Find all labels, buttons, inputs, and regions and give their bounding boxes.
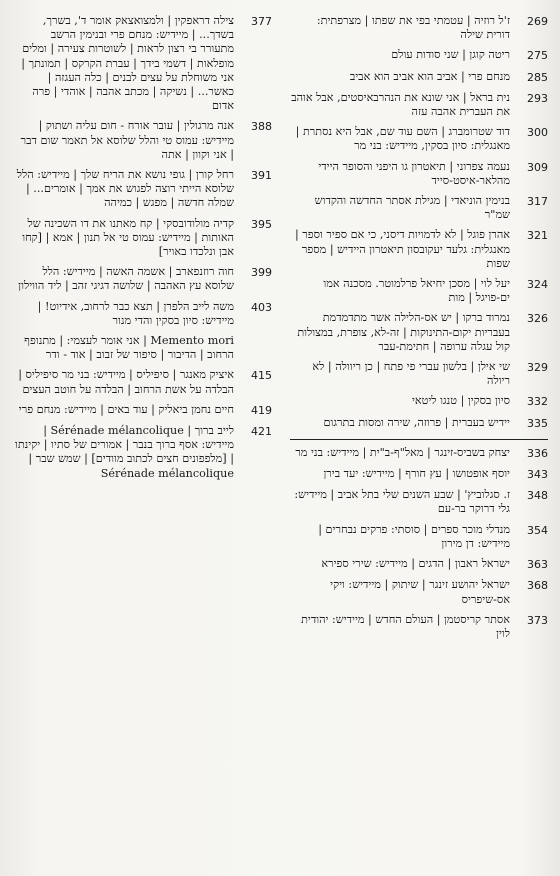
- toc-entry: [14, 300, 272, 328]
- entry-text: מנחם פרי | אביב הוא אביב הוא אביב: [349, 69, 510, 83]
- page-number: 415: [251, 369, 272, 383]
- toc-entry: [290, 228, 548, 271]
- toc-entry: [14, 265, 272, 293]
- page-number: 329: [527, 361, 548, 375]
- toc-entry: [14, 14, 272, 113]
- entry-text: משה לייב הלפרן | תצא כבר לרחוב, אידיוט! | מיידיש: סיון בסקין והדי מנור: [37, 299, 234, 327]
- page-number: 293: [527, 91, 548, 105]
- page-number: 354: [527, 523, 548, 537]
- entry-text: ריטה קוגן | שני סודות עולם: [391, 48, 510, 62]
- page-number: 373: [527, 613, 548, 627]
- entry-text: אסתר קריסטמן | העולם החדש | מיידיש: יהודית לוין: [301, 612, 510, 640]
- entry-text: נעמה צפרוני | תיאטרון גו היפני והסופר היידי מהלאר-איסט-סייד: [318, 159, 510, 187]
- entry-text: ז. סגלוביץ' | שבע השנים שלי בתל אביב | מיידיש: גלי דרוקר בר-עם: [294, 488, 510, 516]
- toc-entry: [290, 48, 548, 63]
- entry-text: דוד שטרומברג | השם עוד שם, אבל היא נסתרת | מאנגלית: סיון בסקין, מיידיש: בני מר: [295, 125, 510, 153]
- toc-entry: [290, 488, 548, 516]
- page-number: 419: [251, 403, 272, 417]
- toc-entry: [290, 125, 548, 153]
- toc-entry: [14, 119, 272, 162]
- entry-text: בנימין הוניאדי | מגילת אסתר החדשה והקדוש שמ"ר: [314, 194, 510, 222]
- page-number: 285: [527, 70, 548, 84]
- entry-text: אהרן פוגל | לא לדמויות דיסני, כי אם ספיר וספר | מאנגלית: גלעד יעקובסון תיאטרון היידיש | מספר שפות: [294, 228, 510, 270]
- page-number: 332: [527, 395, 548, 409]
- page-number: 395: [251, 217, 272, 231]
- page-number: 363: [527, 558, 548, 572]
- page-number: 343: [527, 468, 548, 482]
- entry-text: איציק מאנגר | סיפיליס | מיידיש: בני מר סיפיליס | הבלדה על אשת הרחוב | הבלדה על חוטב העצים: [18, 368, 234, 396]
- toc-entry: [290, 394, 548, 409]
- toc-entry: [290, 360, 548, 388]
- entry-text: מנדלי מוכר ספרים | סוסתי: פרקים נבחרים | מיידיש: דן מירון: [318, 522, 510, 550]
- entry-text: אנה מרגולין | עובר אורח - חום עליה ושתוק | מיידיש: עמוס טי והלל שלוסא אל תאמר שום דבר | אני וקוון | אתה: [20, 119, 234, 161]
- entry-text: נמרוד ברקו | יש אס-הלילה אשר מתדמדמת בעבריות יקום-התינוקות | זה-לא, צופרת, במצולות קול עגלה ערופה | חתימת-עבר: [297, 311, 510, 353]
- page-number: 317: [527, 195, 548, 209]
- toc-entry: [290, 14, 548, 42]
- entry-text: חיים נחמן ביאליק | עוד באים | מיידיש: מנחם פרי: [18, 402, 234, 416]
- toc-entry: [14, 368, 272, 396]
- page-number: 309: [527, 160, 548, 174]
- entry-text: שי אילן | בלשון עברי פי פתח | כן ריוולה | לא ריולה: [312, 360, 510, 388]
- entry-text: לייב ברוך | Sérénade mélancolique | מיידיש: אסף ברוך בנבר | אמורים של סתיו | יקינתו | [מלפפונים חצים לכתוב מוודים] | שמש שבר | Sérénade mélancolique: [14, 424, 234, 480]
- page-number: 269: [527, 15, 548, 28]
- toc-entry: [290, 557, 548, 572]
- entry-text: Memento mori | אני אומר לעצמי: | מתנופף הרחוב | הדיבור | סיפור של זבוב | אוד - ודר: [24, 334, 234, 362]
- page-number: 421: [251, 425, 272, 439]
- entry-text: קדיה מולודובסקי | קח מאתנו את דו השכינה של האותות | מיידיש: עמוס טי אל תנון | אמא | [קחו אבן ונלכדו באויר]: [22, 216, 234, 259]
- toc-entry: [290, 311, 548, 354]
- toc-entry: [290, 277, 548, 305]
- page-number: 368: [527, 579, 548, 593]
- entry-text: צילה דראפקין | ולמצואצאק אומר ד', בשרך, בשדך... | מיידיש: מנחם פרי ובנימין הרשב מתעורר בי רצון לראות | לשוטרות צעירה | ומלים מופלאות | דשמי בידך | עברת הקרקס | תמונתך | אני משוחלת על עצים לבנים | כלה העגזה | כאשר... | נשיקה | מכתב אהבה | אוהדי | פרה אדום: [21, 14, 234, 113]
- toc-entry: [290, 446, 548, 461]
- toc-entry: [290, 578, 548, 606]
- section-divider: [290, 439, 548, 440]
- page-number: 326: [527, 312, 548, 326]
- entry-text: יוסף אופטושו | עץ חורף | מיידיש: יעד בירן: [323, 467, 510, 481]
- entry-text: חוה רוזנפארב | אשמה האשה | מיידיש: הלל שלוסא עץ האהבה | שלושה דגיגי זהב | ליד הווילון: [18, 265, 234, 293]
- page-number: 391: [251, 169, 272, 183]
- page-number: 321: [527, 229, 548, 243]
- page-number: 300: [527, 126, 548, 140]
- entry-text: רחל קורן | גופי נושא את הריח שלך | מיידיש: הלל שלוסא הייתי רוצה לפגוש את אמך | אומרים... | שמלה חדשה | מפגש | כמיהה: [16, 168, 234, 210]
- entry-text: יעל לוי | מסכן יחיאל פרלמוטר. מסכנה אמו ים-פויגל | מות: [323, 277, 510, 305]
- page-number: [242, 334, 272, 362]
- page-number: 377: [251, 15, 272, 28]
- page-number: 403: [251, 300, 272, 314]
- entry-text: יצחק בשביס-זינגר | מאל"ף-ב"ית | מיידיש: בני מר: [295, 445, 510, 459]
- toc-entry: [290, 613, 548, 641]
- entry-text: סיון בסקין | טנגו ליטאי: [411, 394, 510, 408]
- entry-text: ישראל ראבון | הדגים | מיידיש: שירי ספירא: [321, 557, 510, 571]
- toc-entry: [290, 416, 548, 431]
- toc-entry: [14, 217, 272, 260]
- entry-text: נית בראל | אני שונא את הנהרבאיסטים, אבל אוהב את העברית אהבה עזה: [291, 90, 510, 119]
- entry-text: יידיש בעברית | פרוזה, שירה ומסות בתרגום: [323, 415, 510, 429]
- toc-right-column: [290, 14, 548, 647]
- page-number: 275: [527, 49, 548, 63]
- entry-text: ז'ל רוזיה | עטמתי בפי את שפתו | מצרפתית: דורית שילה: [316, 14, 510, 42]
- page-number: 336: [527, 446, 548, 460]
- page-number: 388: [251, 120, 272, 134]
- entry-text: ישראל יהושע זינגר | שיתוק | מיידיש: ויקי אס-שיפריס: [330, 578, 510, 606]
- toc-entry: [290, 523, 548, 551]
- toc-entry: [14, 168, 272, 211]
- toc-entry: [14, 334, 272, 362]
- page-number: 324: [527, 278, 548, 292]
- page-number: 399: [251, 266, 272, 280]
- page-number: 348: [527, 489, 548, 503]
- toc-entry: [290, 467, 548, 482]
- toc-entry: [14, 424, 272, 481]
- toc-entry: [290, 160, 548, 188]
- toc-entry: [290, 91, 548, 119]
- page-number: 335: [527, 416, 548, 430]
- toc-entry: [290, 70, 548, 85]
- toc-entry: [14, 403, 272, 418]
- toc-entry: [290, 194, 548, 222]
- toc-left-column: [14, 14, 272, 487]
